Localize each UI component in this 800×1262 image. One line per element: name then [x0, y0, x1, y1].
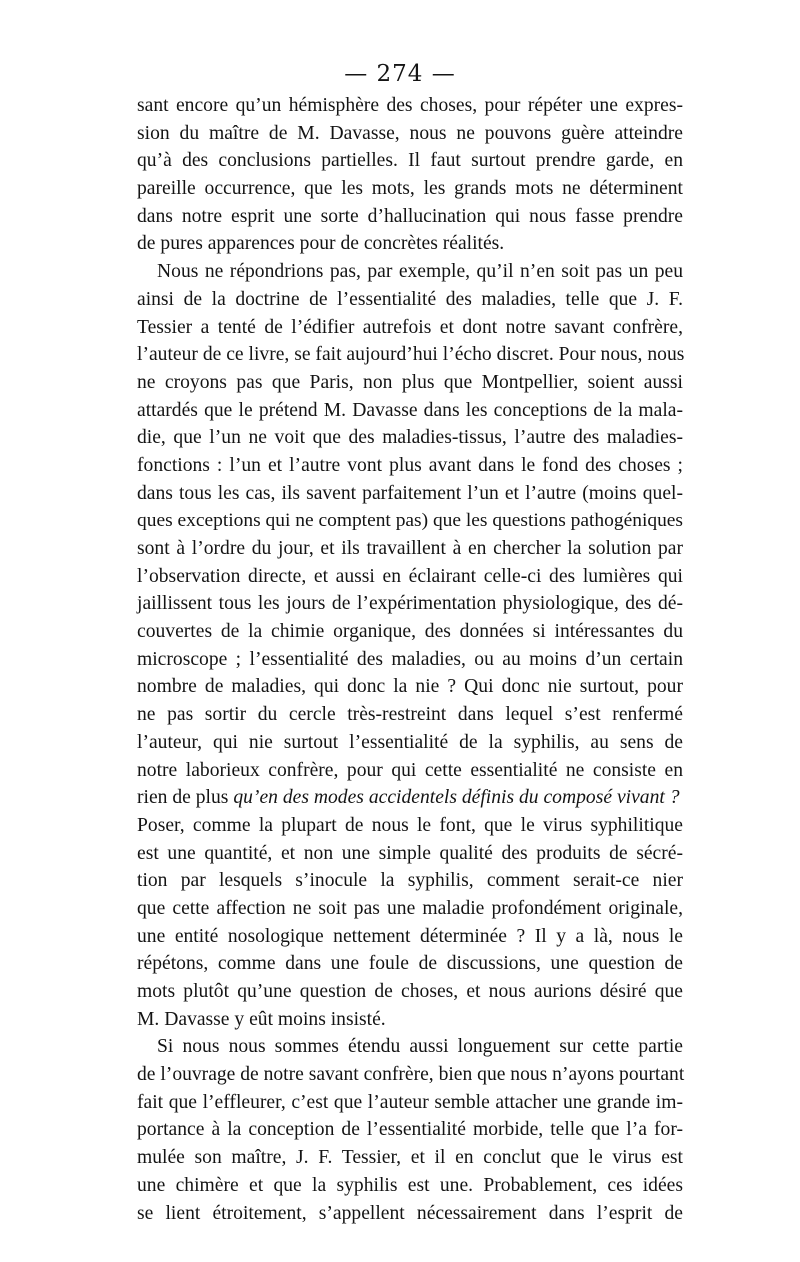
paragraph-1 — [137, 92, 683, 258]
text-line: une entité nosologique nettement déterminée ? Il y a là, nous le — [137, 925, 683, 947]
text-line: Nous ne répondrions pas, par exemple, qu’il n’en soit pas un peu — [157, 261, 683, 283]
text-line: tion par lesquels s’inocule la syphilis, comment serait-ce nier — [137, 870, 683, 892]
text-line: de pures apparences pour de concrètes réalités. — [137, 233, 505, 255]
text-line: jaillissent tous les jours de l’expérimentation physiologique, des dé- — [137, 593, 683, 615]
text-line: ques exceptions qui ne comptent pas) que les questions pathogéniques — [137, 510, 683, 532]
text-line: nombre de maladies, qui donc la nie ? Qui donc nie surtout, pour — [137, 676, 683, 698]
text-line: Poser, comme la plupart de nous le font, que le virus syphilitique — [137, 814, 683, 836]
paragraph-4 — [137, 1033, 683, 1227]
text-line: M. Davasse y eût moins insisté. — [137, 1008, 386, 1030]
text-segment: rien de plus — [137, 787, 234, 809]
text-line: die, que l’un ne voit que des maladies-tissus, l’autre des maladies- — [137, 427, 683, 449]
text-line: mots plutôt qu’une question de choses, et nous aurions désiré que — [137, 981, 683, 1002]
text-line: sion du maître de M. Davasse, nous ne pouvons guère atteindre — [137, 122, 683, 144]
paragraph-3 — [137, 812, 683, 1034]
text-line: se lient étroitement, s’appellent nécessairement dans l’esprit de — [137, 1202, 683, 1224]
text-line: de l’ouvrage de notre savant confrère, bien que nous n’ayons pourtant — [137, 1064, 685, 1086]
text-line: l’observation directe, et aussi en éclairant celle-ci des lumières qui — [137, 565, 683, 587]
text-line: fonctions : l’un et l’autre vont plus avant dans le fond des choses ; — [137, 454, 683, 476]
text-line: notre laborieux confrère, pour qui cette essentialité ne consiste en — [137, 759, 683, 781]
text-line: dans tous les cas, ils savent parfaitement l’un et l’autre (moins quel- — [137, 482, 683, 504]
text-line: qu’à des conclusions partielles. Il faut surtout prendre garde, en — [137, 150, 683, 172]
text-line: une chimère et que la syphilis est une. Probablement, ces idées — [137, 1174, 683, 1196]
text-line-with-italic — [137, 784, 683, 812]
text-line: est une quantité, et non une simple qualité des produits de sécré- — [137, 842, 683, 864]
text-line: l’auteur de ce livre, se fait aujourd’hui l’écho discret. Pour nous, nous — [137, 344, 685, 366]
text-line: ne pas sortir du cercle très-restreint dans lequel s’est renfermé — [137, 704, 683, 726]
text-line: dans notre esprit une sorte d’hallucination qui nous fasse prendre — [137, 205, 683, 227]
text-line: répétons, comme dans une foule de discussions, une question de — [137, 953, 683, 975]
text-line: pareille occurrence, que les mots, les grands mots ne déterminent — [137, 178, 683, 200]
text-line: Tessier a tenté de l’édifier autrefois et dont notre savant confrère, — [137, 316, 683, 338]
text-line: l’auteur, qui nie surtout l’essentialité de la syphilis, au sens de — [137, 731, 683, 753]
text-line: portance à la conception de l’essentialité morbide, telle que l’a for- — [137, 1119, 683, 1141]
text-line: fait que l’effleurer, c’est que l’auteur semble attacher une grande im- — [137, 1091, 683, 1113]
text-line: sant encore qu’un hémisphère des choses, pour répéter une expres- — [137, 95, 683, 116]
text-line: microscope ; l’essentialité des maladies, ou au moins d’un certain — [137, 648, 683, 670]
body-text — [137, 92, 683, 1227]
text-line: couvertes de la chimie organique, des données si intéressantes du — [137, 621, 683, 643]
italic-phrase: qu’en des modes accidentels définis du composé vivant ? — [233, 787, 680, 809]
text-line: que cette affection ne soit pas une maladie profondément originale, — [137, 897, 683, 919]
text-line: sont à l’ordre du jour, et ils travaillent à en chercher la solution par — [137, 538, 683, 559]
text-line: ne croyons pas que Paris, non plus que Montpellier, soient aussi — [137, 371, 683, 393]
text-line: Si nous nous sommes étendu aussi longuement sur cette partie — [157, 1036, 683, 1058]
paragraph-2 — [137, 258, 683, 812]
text-line: mulée son maître, J. F. Tessier, et il en conclut que le virus est — [137, 1147, 683, 1169]
page-number: — 274 — — [344, 61, 456, 87]
text-line: attardés que le prétend M. Davasse dans les conceptions de la mala- — [137, 399, 683, 421]
text-line: ainsi de la doctrine de l’essentialité des maladies, telle que J. F. — [137, 288, 683, 310]
